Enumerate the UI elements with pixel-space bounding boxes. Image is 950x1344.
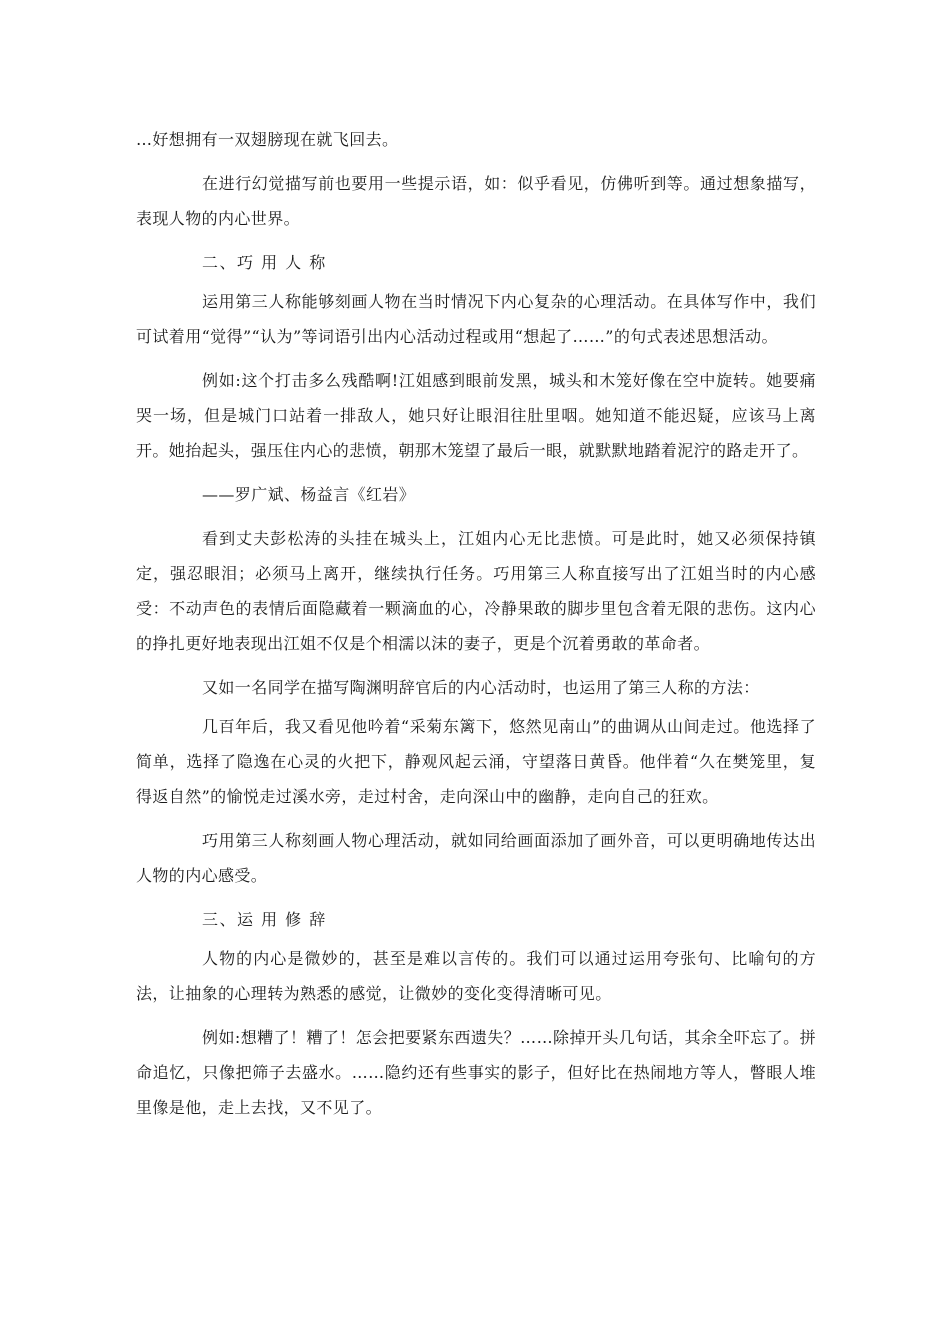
paragraph-third-person-summary: 巧用第三人称刻画人物心理活动，就如同给画面添加了画外音，可以更明确地传达出人物的内心感受。: [136, 831, 816, 885]
paragraph-analysis-jiangjie: 看到丈夫彭松涛的头挂在城头上，江姐内心无比悲愤。可是此时，她又必须保持镇定，强忍眼泪；必须马上离开，继续执行任务。巧用第三人称直接写出了江姐当时的内心感受：不动声色的表情后面隐藏着一颗滴血的心，冷静果敢的脚步里包含着无限的悲伤。这内心的挣扎更好地表现出江姐不仅是个相濡以沫的妻子，更是个沉着勇敢的革命者。: [136, 529, 816, 653]
paragraph-continuation: …好想拥有一双翅膀现在就飞回去。: [136, 130, 399, 149]
paragraph-illusion-prompts: 在进行幻觉描写前也要用一些提示语，如：似乎看见，仿佛听到等。通过想象描写，表现人物的内心世界。: [136, 174, 816, 228]
paragraph-rhetoric-intro: 人物的内心是微妙的，甚至是难以言传的。我们可以通过运用夸张句、比喻句的方法，让抽象的心理转为熟悉的感觉，让微妙的变化变得清晰可见。: [136, 949, 816, 1003]
section-heading-3: 三、运 用 修 辞: [202, 910, 327, 929]
paragraph-rhetoric-example: 例如:想糟了！糟了！怎会把要紧东西遗失？……除掉开头几句话，其余全吓忘了。拼命追忆，只像把筛子去盛水。……隐约还有些事实的影子，但好比在热闹地方等人，瞥眼人堆里像是他，走上去找，又不见了。: [136, 1028, 816, 1117]
paragraph-example-hongyan: 例如:这个打击多么残酷啊!江姐感到眼前发黑，城头和木笼好像在空中旋转。她要痛哭一场，但是城门口站着一排敌人，她只好让眼泪往肚里咽。她知道不能迟疑，应该马上离开。她抬起头，强压住内心的悲愤，朝那木笼望了最后一眼，就默默地踏着泥泞的路走开了。: [136, 371, 816, 460]
paragraph-third-person-intro: 运用第三人称能够刻画人物在当时情况下内心复杂的心理活动。在具体写作中，我们可试着用“觉得”“认为”等词语引出内心活动过程或用“想起了……”的句式表述思想活动。: [136, 292, 816, 346]
document-page: [136, 122, 816, 1125]
citation-hongyan: ——罗广斌、杨益言《红岩》: [202, 485, 416, 504]
paragraph-tao-yuanming: 几百年后，我又看见他吟着“采菊东篱下，悠然见南山”的曲调从山间走过。他选择了简单，选择了隐逸在心灵的火把下，静观风起云涌，守望落日黄昏。他伴着“久在樊笼里，复得返自然”的愉悦走过溪水旁，走过村舍，走向深山中的幽静，走向自己的狂欢。: [136, 717, 816, 806]
paragraph-student-example-intro: 又如一名同学在描写陶渊明辞官后的内心活动时，也运用了第三人称的方法：: [202, 678, 760, 697]
section-heading-2: 二、巧 用 人 称: [202, 253, 327, 272]
